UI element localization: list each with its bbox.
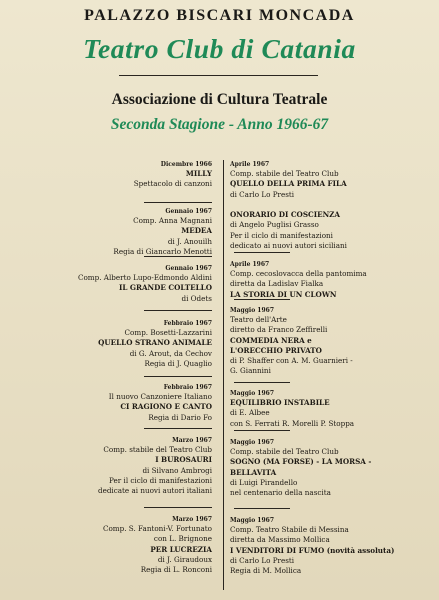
entry-date: Maggio 1967 [230, 390, 274, 397]
entry-line: Regia di Giancarlo Menotti [113, 246, 212, 256]
programme-entry [230, 438, 415, 498]
entry-title: QUELLO STRANO ANIMALE [98, 338, 212, 348]
entry-date: Aprile 1967 [230, 261, 270, 268]
programme-entry [40, 207, 212, 257]
entry-line: diretto da Franco Zeffirelli [230, 325, 328, 335]
entry-title: SOGNO (MA FORSE) - LA MORSA - [230, 457, 372, 467]
entry-title: MEDEA [181, 226, 212, 236]
entry-title: CI RAGIONO E CANTO [120, 402, 212, 412]
entry-line: di J. Anouilh [167, 236, 212, 246]
entry-separator [144, 202, 212, 203]
programme-entry [40, 515, 212, 575]
entry-line: Comp. Alberto Lupo-Edmondo Aldini [77, 273, 212, 282]
entry-line: nel centenario della nascita [230, 488, 331, 498]
entry-line: di E. Albee [230, 408, 270, 418]
entry-line [230, 200, 415, 210]
entry-line: Comp. Anna Magnani [133, 216, 212, 225]
entry-title: IL GRANDE COLTELLO [118, 283, 212, 293]
entry-date: Gennaio 1967 [165, 265, 212, 272]
entry-title: MILLY [185, 169, 212, 178]
entry-title: PER LUCREZIA [150, 544, 212, 554]
entry-date: Marzo 1967 [172, 516, 212, 523]
entry-line: di G. Arout, da Cechov [129, 348, 212, 358]
entry-line: diretta da Ladislav Fialka [230, 279, 324, 289]
entry-line: Comp. S. Fantoni-V. Fortunato [102, 524, 212, 533]
column-divider [223, 160, 224, 590]
entry-line: con L. Brignone [153, 534, 212, 544]
entry-line: Comp. stabile del Teatro Club [103, 445, 212, 454]
entry-line: Spettacolo di canzoni [133, 179, 212, 189]
entry-line: Regia di J. Quaglio [144, 358, 212, 368]
entry-separator [144, 428, 212, 429]
entry-date: Febbraio 1967 [163, 320, 212, 327]
programme-entry [230, 160, 415, 251]
entry-date: Marzo 1967 [172, 437, 212, 444]
entry-date: Maggio 1967 [230, 307, 274, 314]
programme-entry [40, 264, 212, 304]
entry-line: di Carlo Lo Presti [230, 555, 295, 565]
programme-entry [230, 260, 415, 300]
programme-entry [40, 319, 212, 369]
entry-line: G. Giannini [230, 366, 271, 376]
programme-entry [230, 516, 415, 576]
entry-line: Comp. Teatro Stabile di Messina [230, 525, 349, 534]
entry-separator [144, 376, 212, 377]
entry-line: dedicato ai nuovi autori siciliani [230, 241, 347, 251]
entry-line: Il nuovo Canzoniere Italiano [108, 392, 212, 401]
entry-line: con S. Ferrati R. Morelli P. Stoppa [230, 418, 355, 428]
programme-entry [40, 436, 212, 496]
entry-date: Maggio 1967 [230, 439, 274, 446]
season-label: Seconda Stagione - Anno 1966-67 [110, 116, 329, 133]
theatre-title: Teatro Club di Catania [83, 33, 356, 64]
entry-separator [234, 252, 290, 253]
entry-date: Aprile 1967 [230, 161, 270, 168]
programme-entry [40, 160, 212, 190]
entry-line: di Angelo Puglisi Grasso [230, 220, 319, 230]
entry-title: ONORARIO DI COSCIENZA [230, 210, 340, 220]
entry-line: dedicate ai nuovi autori italiani [97, 486, 212, 496]
entry-line: Per il ciclo di manifestazioni [230, 230, 333, 240]
entry-line: Comp. stabile del Teatro Club [230, 169, 339, 178]
entry-line: Comp. stabile del Teatro Club [230, 447, 339, 456]
entry-line: di Carlo Lo Presti [230, 189, 295, 199]
entry-separator [144, 310, 212, 311]
entry-separator [144, 256, 212, 257]
entry-line: Regia di M. Mollica [230, 566, 302, 576]
entry-title: BELLAVITA [230, 467, 277, 477]
programme-entry [40, 383, 212, 423]
entry-line: Regia di L. Ronconi [140, 565, 212, 575]
entry-title: COMMEDIA NERA e [230, 335, 312, 345]
programme-entry [230, 389, 415, 429]
entry-title: I VENDITORI DI FUMO (novità assoluta) [230, 545, 395, 555]
entry-separator [234, 382, 290, 383]
entry-line: Comp. Bosetti-Lazzarini [124, 328, 212, 337]
entry-line: di Luigi Pirandello [230, 477, 298, 487]
entry-title: EQUILIBRIO INSTABILE [230, 398, 330, 407]
entry-line: di Silvano Ambrogi [142, 465, 212, 475]
entry-separator [144, 507, 212, 508]
entry-line: di Odets [181, 293, 212, 303]
entry-separator [234, 299, 290, 300]
entry-line: Regia di Dario Fo [148, 412, 212, 422]
entry-title: LA STORIA DI UN CLOWN [230, 289, 337, 299]
entry-line: Teatro dell'Arte [230, 315, 287, 324]
palazzo-name: PALAZZO BISCARI MONCADA [84, 7, 355, 24]
entry-line: di J. Giraudoux [157, 554, 212, 564]
association-name: Associazione di Cultura Teatrale [111, 91, 328, 108]
entry-separator [234, 430, 290, 431]
entry-line: di P. Shaffer con A. M. Guarnieri - [230, 356, 353, 366]
entry-line: Per il ciclo di manifestazioni [109, 475, 212, 485]
entry-date: Febbraio 1967 [163, 384, 212, 391]
entry-separator [234, 508, 290, 509]
programme-entry [230, 306, 415, 377]
entry-date: Maggio 1967 [230, 517, 274, 524]
entry-line: diretta da Massimo Mollica [230, 535, 330, 545]
header-rule [119, 75, 318, 76]
entry-title: QUELLO DELLA PRIMA FILA [230, 179, 347, 189]
entry-title: L'ORECCHIO PRIVATO [230, 345, 322, 355]
entry-line: Comp. cecoslovacca della pantomima [230, 269, 367, 278]
entry-title: I BUROSAURI [155, 455, 212, 465]
entry-date: Gennaio 1967 [165, 208, 212, 215]
entry-date: Dicembre 1966 [160, 161, 212, 168]
